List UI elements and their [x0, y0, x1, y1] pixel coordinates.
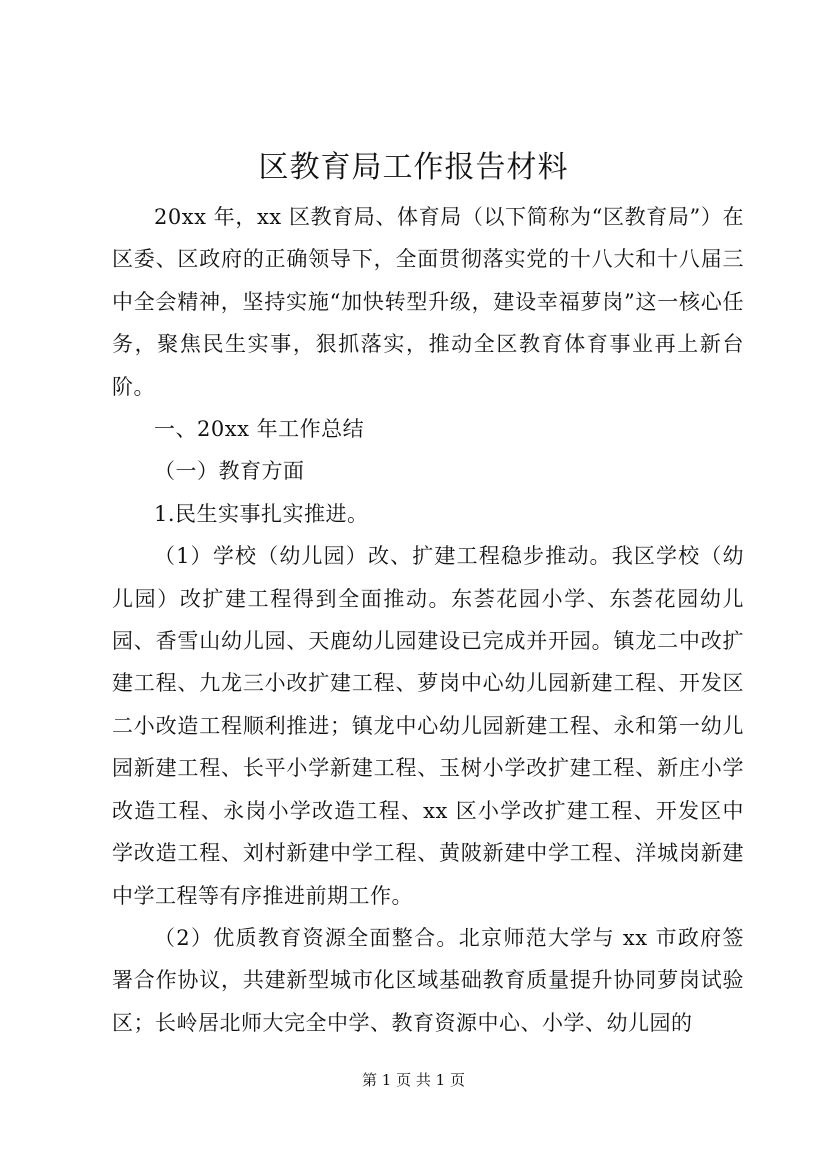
document-title: 区教育局工作报告材料	[258, 150, 569, 185]
page-footer: 第 1 页 共 1 页	[362, 1071, 465, 1089]
section-heading: 一、20xx 年工作总结	[154, 417, 365, 442]
subsection-heading: （一）教育方面	[154, 459, 305, 484]
document-body	[112, 196, 744, 1044]
intro-paragraph: 20xx 年，xx 区教育局、体育局（以下简称为“区教育局”）在区委、区政府的正确领导下，全面贯彻落实党的十八大和十八届三中全会精神，坚持实施“加快转型升级，建设幸福萝岗”这一核心任务，聚焦民生实事，狠抓落实，推动全区教育体育事业再上新台阶。	[112, 205, 744, 399]
body-paragraph: （2）优质教育资源全面整合。北京师范大学与 xx 市政府签署合作协议，共建新型城市化区域基础教育质量提升协同萝岗试验区；长岭居北师大完全中学、教育资源中心、小学、幼儿园的	[112, 925, 744, 1035]
item-heading: 1.民生实事扎实推进。	[154, 501, 369, 526]
body-paragraph: （1）学校（幼儿园）改、扩建工程稳步推动。我区学校（幼儿园）改扩建工程得到全面推动。东荟花园小学、东荟花园幼儿园、香雪山幼儿园、天鹿幼儿园建设已完成并开园。镇龙二中改扩建工程、九龙三小改扩建工程、萝岗中心幼儿园新建工程、开发区二小改造工程顺利推进；镇龙中心幼儿园新建工程、永和第一幼儿园新建工程、长平小学新建工程、玉树小学改扩建工程、新庄小学改造工程、永岗小学改造工程、xx 区小学改扩建工程、开发区中学改造工程、刘村新建中学工程、黄陂新建中学工程、洋城岗新建中学工程等有序推进前期工作。	[112, 544, 744, 908]
